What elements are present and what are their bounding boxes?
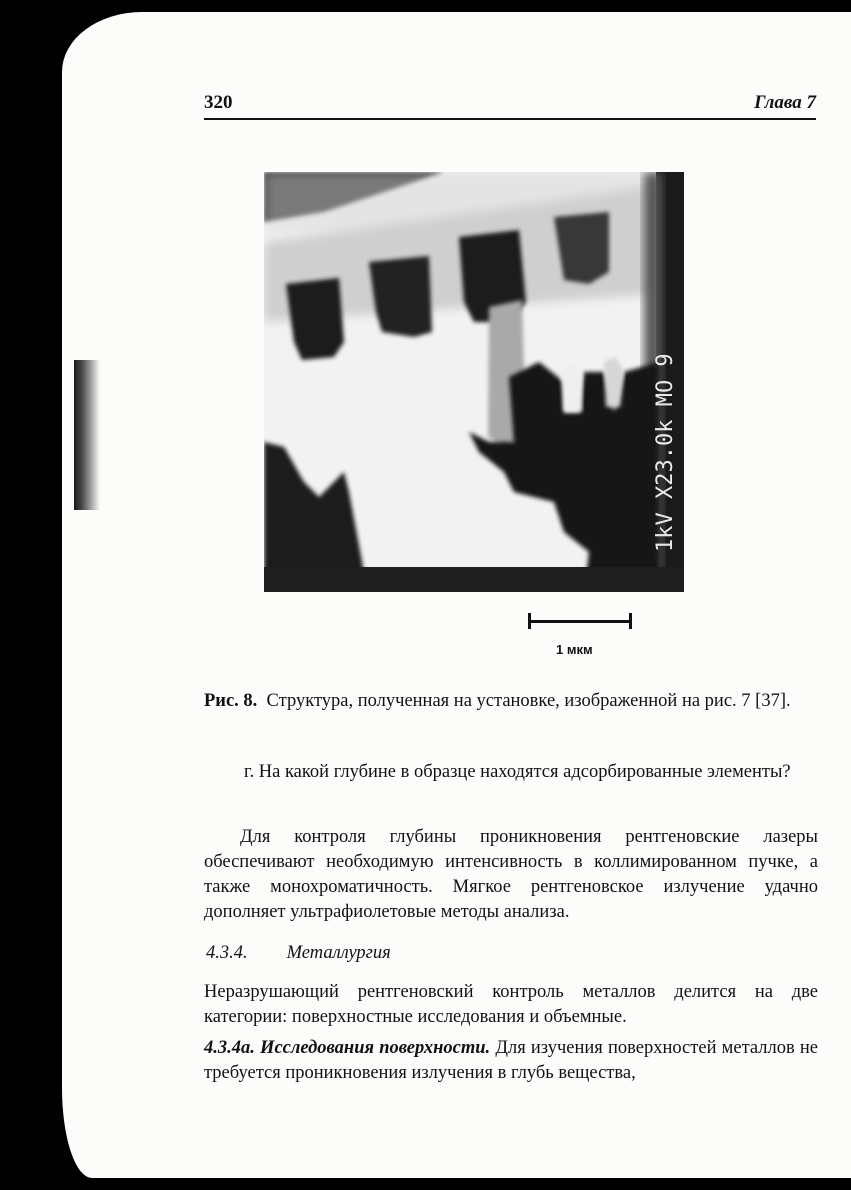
question-text: На какой глубине в образце находятся адсорбированные элементы?	[258, 762, 791, 782]
page-header	[204, 92, 816, 120]
micrograph-image	[264, 172, 684, 592]
caption-label: Рис. 8.	[204, 691, 258, 711]
paragraph-1: Для контроля глубины проникновения рентгеновские лазеры обеспечивают необходимую интенсивность в коллимированном пучке, а также монохроматичность. Мягкое рентгеновское излучение удачно дополняет ультрафиолетовые методы анализа.	[204, 827, 818, 922]
figure-caption	[204, 689, 818, 714]
question-item	[244, 760, 818, 785]
sem-micrograph	[264, 172, 684, 592]
micrograph-annotation	[653, 353, 678, 552]
subsection-text: Для изучения поверхностей металлов не требуется проникновения излучения в глубь вещества,	[204, 1038, 818, 1083]
scale-bar	[528, 613, 632, 629]
caption-text: Структура, полученная на установке, изображенной на рис. 7 [37].	[266, 691, 791, 711]
paragraph-2: Неразрушающий рентгеновский контроль металлов делится на две категории: поверхностные исследования и объемные.	[204, 982, 818, 1027]
subsection-heading: 4.3.4а. Исследования поверхности.	[204, 1038, 491, 1058]
section-number: 4.3.4.	[206, 943, 248, 963]
svg-text:1kV X23.0k MO 9: 1kV X23.0k MO 9	[653, 353, 678, 552]
question-marker: г.	[244, 762, 255, 782]
scan-shadow	[74, 360, 100, 510]
subsection-paragraph	[204, 1036, 818, 1086]
section-title: Металлургия	[286, 943, 391, 963]
chapter-title: Глава 7	[754, 92, 816, 113]
page-number: 320	[204, 92, 233, 113]
scale-label: 1 мкм	[556, 642, 593, 657]
section-heading	[206, 943, 391, 964]
